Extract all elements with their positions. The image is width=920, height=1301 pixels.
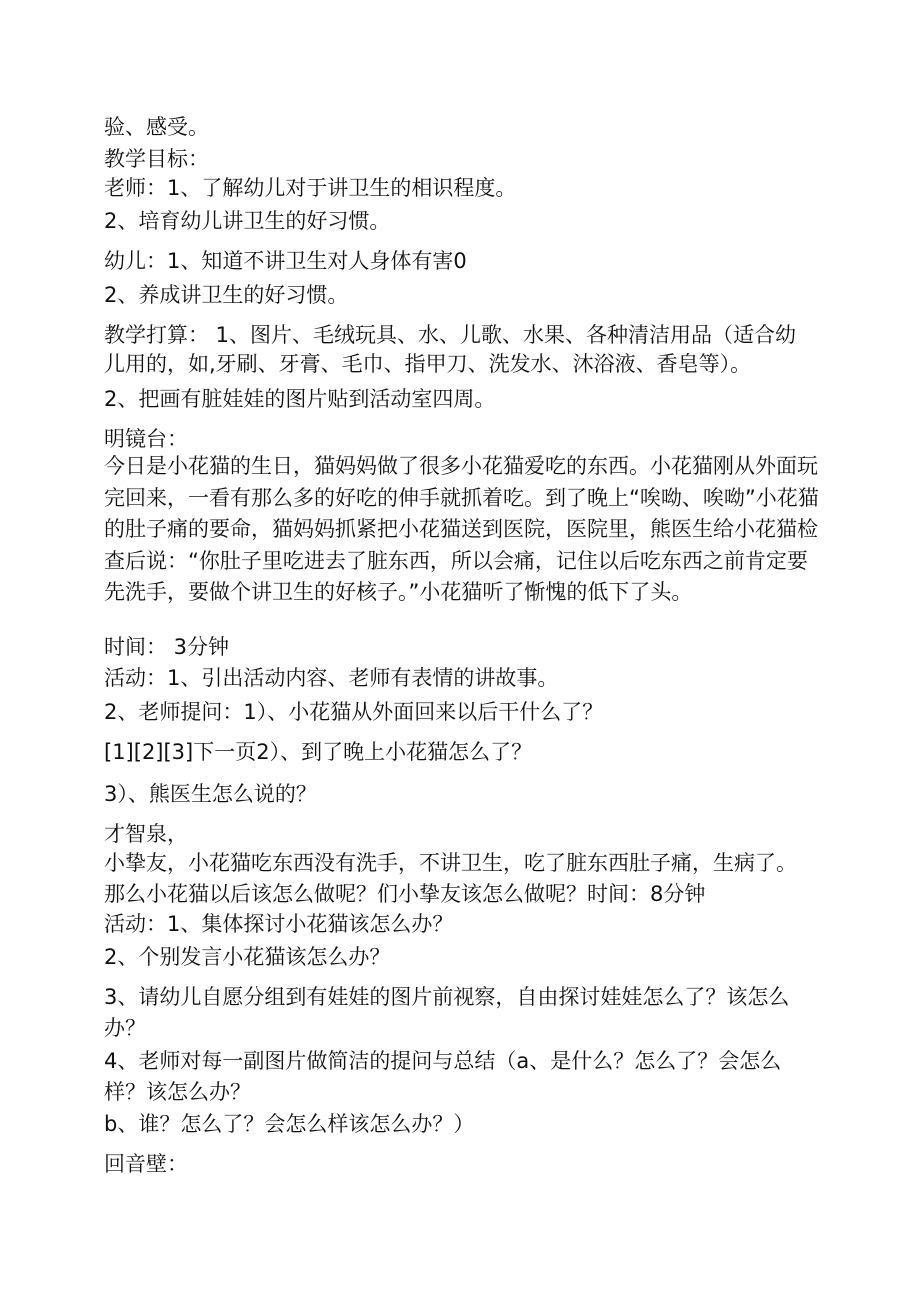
section-heading: 教学目标： [104,147,209,171]
story-paragraph: 今日是小花猫的生日，猫妈妈做了很多小花猫爱吃的东西。小花猫刚从外面玩完回来，一看有那么多的好吃的伸手就抓着吃。到了晚上“唉呦、唉呦”小花猫的肚子痛的要命，猫妈妈抓紧把小花猫送到医院，医院里，熊医生给小花猫检查后说：“你肚子里吃进去了脏东西，所以会痛，记住以后吃东西之前肯定要先洗手，要做个讲卫生的好核子。”小花猫听了惭愧的低下了头。 [104,454,819,605]
text-line: 2、个别发言小花猫该怎么办？ [104,945,391,969]
text-line: 老师：1、了解幼儿对于讲卫生的相识程度。 [104,176,517,200]
text-line: 3、请幼儿自愿分组到有娃娃的图片前视察，自由探讨娃娃怎么了？该怎么 [104,985,790,1009]
text-line: 2、培育幼儿讲卫生的好习惯。 [104,209,391,233]
text-line: 幼儿：1、知道不讲卫生对人身体有害0 [104,249,467,273]
section-heading: 明镜台： [104,427,188,451]
text-line: 验、感受。 [104,115,209,139]
text-line: 2、养成讲卫生的好习惯。 [104,283,349,307]
section-heading: 回音壁： [104,1152,188,1176]
section-heading: 才智泉， [104,822,188,846]
text-line: b、谁？怎么了？会怎么样该怎么办？） [104,1112,475,1136]
text-line: 活动：1、集体探讨小花猫该怎么办？ [104,912,454,936]
text-line: 4、老师对每一副图片做简洁的提问与总结（a、是什么？怎么了？会怎么 [104,1049,782,1073]
text-line: 样？该怎么办？ [104,1080,251,1104]
text-line: 小挚友，小花猫吃东西没有洗手，不讲卫生，吃了脏东西肚子痛，生病了。 [104,851,797,875]
text-line: 时间： 3分钟 [104,635,230,659]
text-line: 办？ [104,1016,146,1040]
text-line: 教学打算： 1、图片、毛绒玩具、水、儿歌、水果、各种清洁用品（适合幼 [104,323,797,347]
text-line: 3）、熊医生怎么说的？ [104,782,317,806]
text-line: 儿用的，如,牙刷、牙膏、毛巾、指甲刀、洗发水、沐浴液、香皂等）。 [104,352,752,376]
text-line: 那么小花猫以后该怎么做呢？们小挚友该怎么做呢？时间：8分钟 [104,882,706,906]
text-line: 活动：1、引出活动内容、老师有表情的讲故事。 [104,666,559,690]
text-line: 2、把画有脏娃娃的图片贴到活动室四周。 [104,387,496,411]
text-line: 2、老师提问：1）、小花猫从外面回来以后干什么了？ [104,700,604,724]
text-line: [1][2][3]下一页2）、到了晚上小花猫怎么了？ [104,740,533,764]
